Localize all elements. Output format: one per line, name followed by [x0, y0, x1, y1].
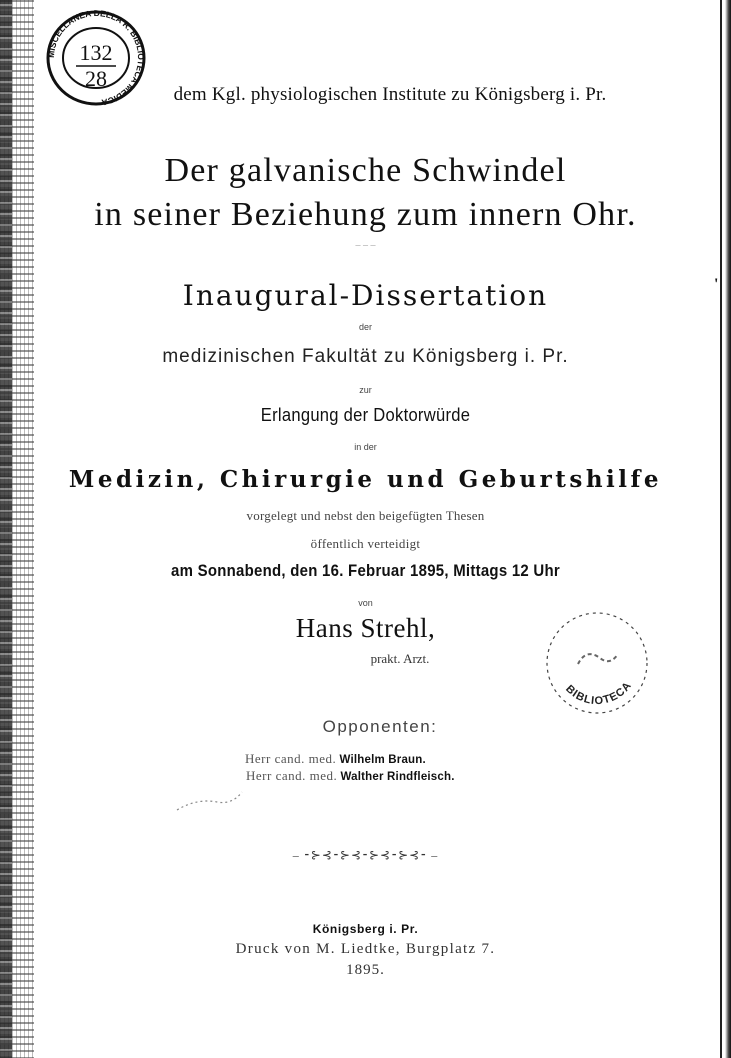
title-separator: ‒ ‒ ‒: [355, 240, 376, 251]
text-der: der: [358, 322, 372, 332]
institute-line: dem Kgl. physiologischen Institute zu Königsberg i. Pr.: [173, 84, 607, 105]
imprint-place: Königsberg i. Pr.: [312, 922, 419, 936]
degree-line: Erlangung der Doktorwürde: [260, 405, 471, 425]
author-name: Hans Strehl,: [295, 613, 436, 643]
opponent-row: [246, 768, 586, 784]
imprint-printer: Druck von M. Liedtke, Burgplatz 7.: [235, 941, 496, 957]
svg-text:BIBLIOTECA: [563, 679, 634, 707]
title-line-2: in seiner Beziehung zum innern Ohr.: [94, 196, 637, 233]
opponent-name: Walther Rindfleisch.: [340, 771, 455, 783]
text-in-der: in der: [354, 442, 377, 452]
text-von: von: [358, 598, 373, 608]
title-line-1: Der galvanische Schwindel: [164, 152, 567, 189]
defended-line: öffentlich verteidigt: [310, 536, 421, 551]
text-zur: zur: [359, 385, 372, 395]
margin-mark: ': [714, 276, 719, 293]
imprint-year: 1895.: [346, 962, 385, 978]
opponent-row: [245, 751, 585, 767]
library-stamp-right: [538, 604, 656, 722]
author-role: prakt. Arzt.: [370, 651, 430, 666]
presented-line: vorgelegt und nebst den beigefügten Thesen: [246, 508, 485, 523]
opponent-prefix: Herr cand. med.: [246, 768, 338, 783]
defense-date: am Sonnabend, den 16. Februar 1895, Mittags 12 Uhr: [171, 561, 560, 580]
faculty-line: medizinischen Fakultät zu Königsberg i. Pr.: [162, 346, 569, 367]
stamp-number-bottom: 28: [85, 66, 107, 91]
stamp-right-ring-text: BIBLIOTECA: [563, 679, 635, 708]
opponents-heading: Opponenten:: [322, 717, 438, 736]
opponent-name: Wilhelm Braun.: [339, 754, 426, 766]
ornament-divider: ‒ ⁃⊱⊰⁃⊱⊰⁃⊱⊰⁃⊱⊰⁃ ‒: [292, 848, 439, 862]
opponent-prefix: Herr cand. med.: [245, 751, 337, 766]
stamp-number-top: 132: [79, 40, 113, 65]
stamp-ring-text: MISCELLANEA DELLA R. BIBLIOTECA MEDICA: [45, 8, 147, 108]
dissertation-heading: Inaugural-Dissertation: [182, 279, 549, 312]
ink-smudge: [172, 788, 247, 818]
fields-line: Medizin, Chirurgie und Geburtshilfe: [68, 466, 663, 493]
